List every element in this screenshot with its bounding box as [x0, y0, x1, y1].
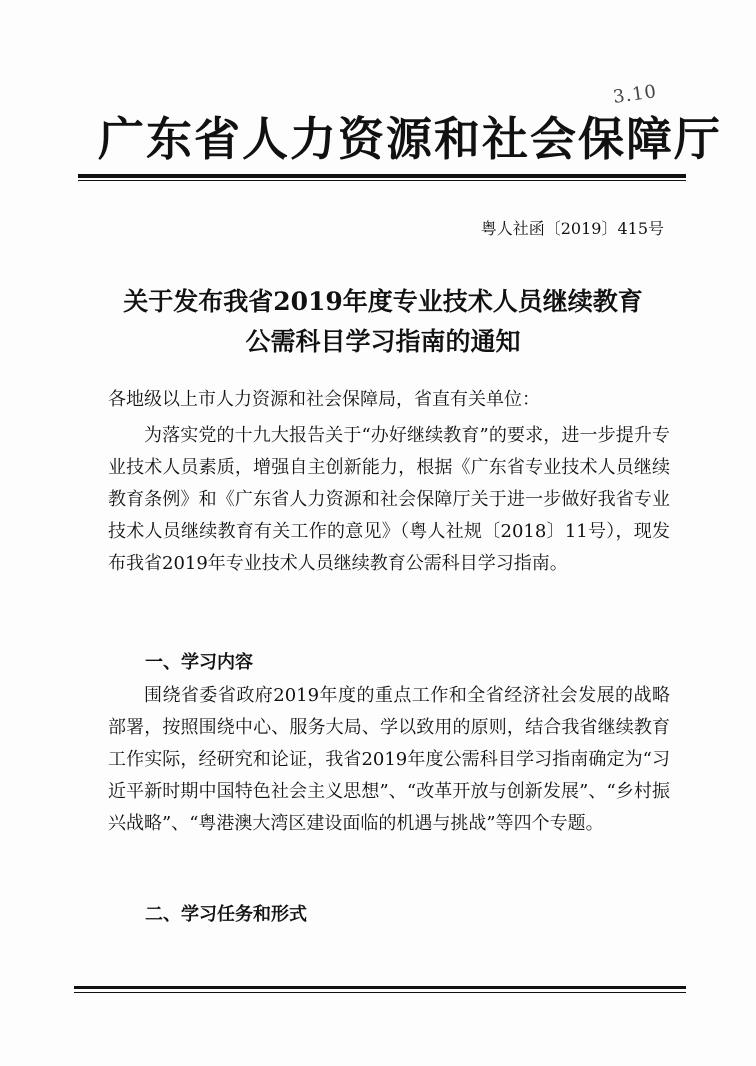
section-heading-1: 一、学习内容 — [145, 652, 253, 673]
header-rule-thick — [78, 174, 686, 178]
handwritten-note: 3.10 — [611, 81, 659, 108]
document-title-line1: 关于发布我省2019年度专业技术人员继续教育 — [123, 287, 643, 316]
organization-header: 广东省人力资源和社会保障厅 — [98, 112, 722, 166]
recipient-line: 各地级以上市人力资源和社会保障局，省直有关单位： — [108, 389, 540, 410]
document-title-line2: 公需科目学习指南的通知 — [245, 327, 521, 356]
document-title — [78, 282, 688, 362]
header-rule-thin — [78, 180, 686, 181]
footer-rule-thin — [74, 992, 686, 993]
document-number: 粤人社函〔2019〕415号 — [480, 219, 664, 238]
footer-rule-thick — [74, 986, 686, 989]
paragraph-content: 围绕省委省政府2019年度的重点工作和全省经济社会发展的战略部署，按照围绕中心、服务大局、学以致用的原则，结合我省继续教育工作实际，经研究和论证，我省2019年度公需科目学习指南确定为“习近平新时期中国特色社会主义思想”、“改革开放与创新发展”、“乡村振兴战略”、“粤港澳大湾区建设面临的机遇与挑战”等四个专题。 — [108, 685, 670, 834]
section-heading-2: 二、学习任务和形式 — [145, 904, 307, 925]
paragraph-intro: 为落实党的十九大报告关于“办好继续教育”的要求，进一步提升专业技术人员素质，增强自主创新能力，根据《广东省专业技术人员继续教育条例》和《广东省人力资源和社会保障厅关于进一步做好我省专业技术人员继续教育有关工作的意见》（粤人社规〔2018〕11号），现发布我省2019年专业技术人员继续教育公需科目学习指南。 — [108, 425, 670, 574]
